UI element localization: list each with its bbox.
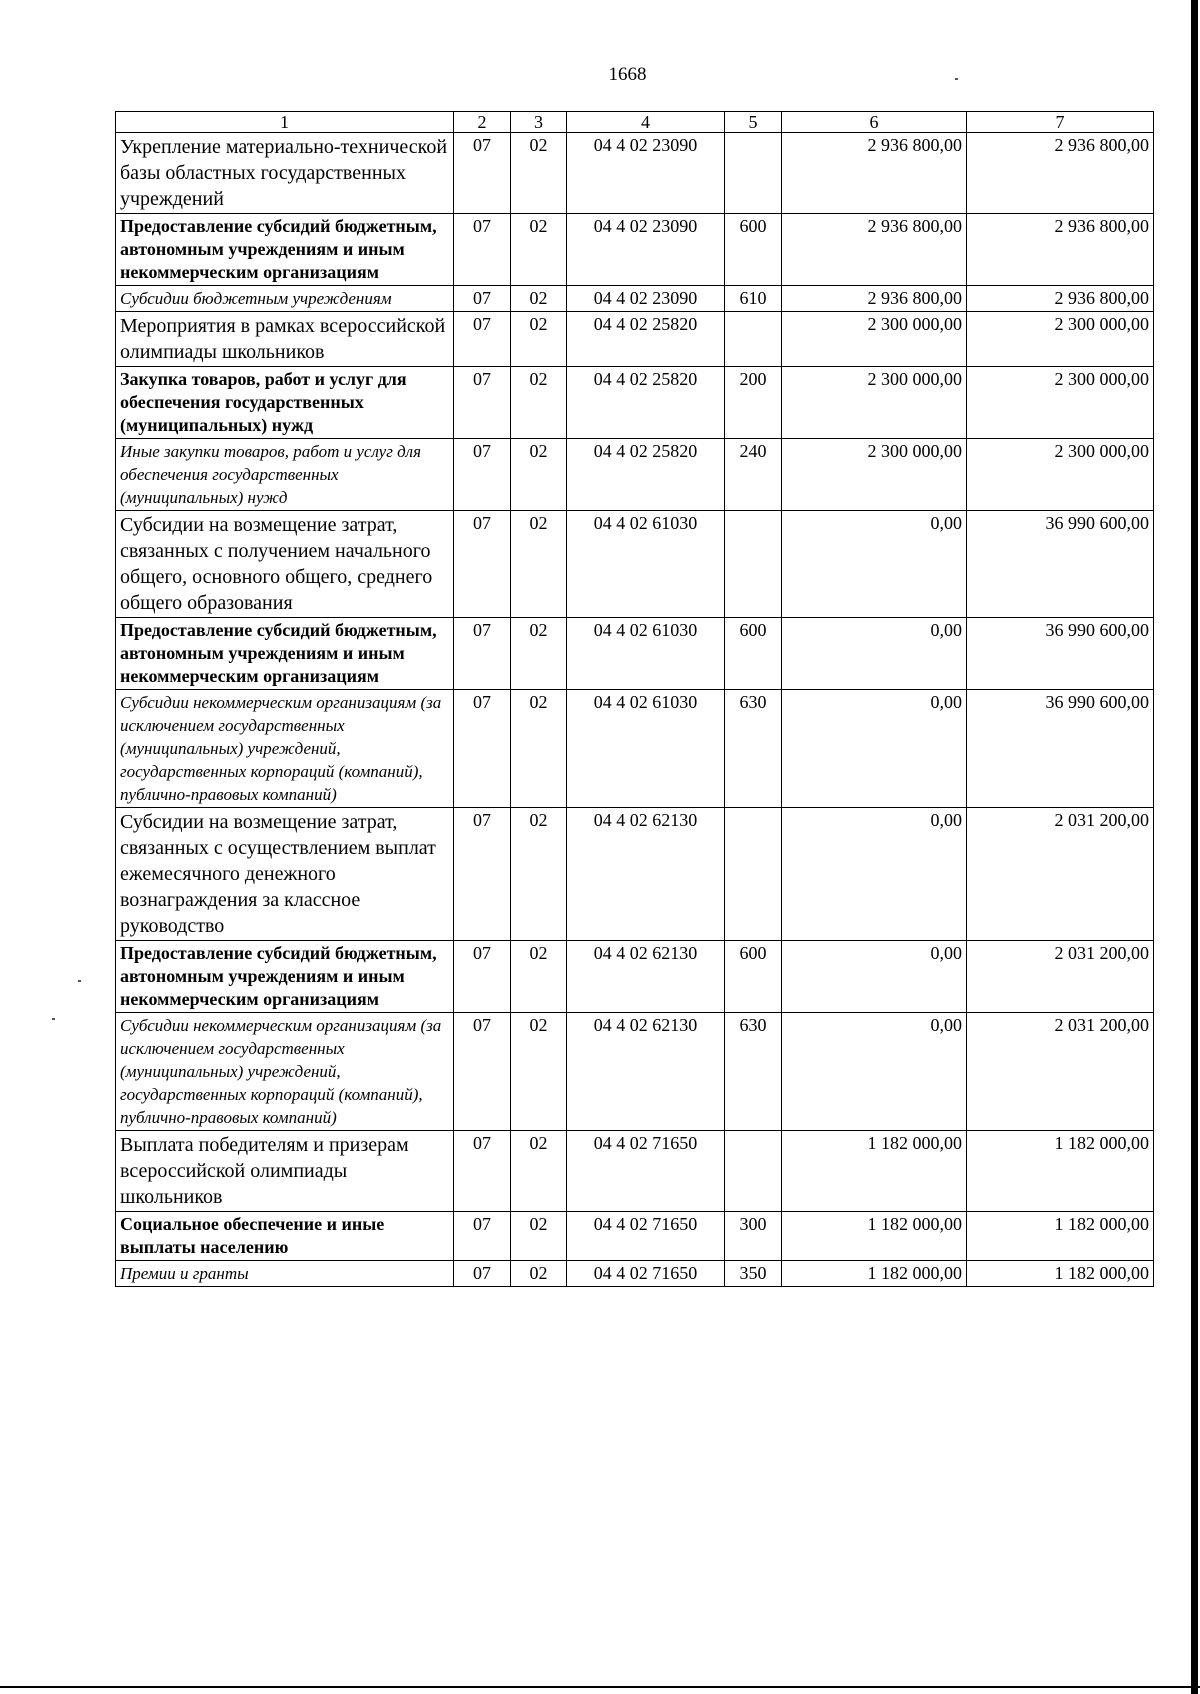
section-code-cell: 07 — [454, 941, 511, 1013]
subsection-code-cell: 02 — [511, 511, 567, 618]
expense-type-cell: 610 — [725, 286, 782, 312]
subsection-code-cell: 02 — [511, 1212, 567, 1261]
row-name-cell: Субсидии на возмещение затрат, связанных с осуществлением выплат ежемесячного денежного вознаграждения за классное руководство — [116, 808, 454, 941]
row-name-cell: Субсидии некоммерческим организациям (за исключением государственных (муниципальных) учреждений, государственных корпораций (компаний), публично-правовых компаний) — [116, 690, 454, 808]
column-header: 4 — [567, 112, 725, 133]
row-name-cell: Субсидии на возмещение затрат, связанных с получением начального общего, основного общего, среднего общего образования — [116, 511, 454, 618]
subsection-code-cell: 02 — [511, 1131, 567, 1212]
table-row — [116, 1013, 1154, 1131]
subsection-code-cell: 02 — [511, 439, 567, 511]
column-header: 2 — [454, 112, 511, 133]
scan-edge-right — [1191, 0, 1198, 1694]
amount-col6-cell: 1 182 000,00 — [782, 1212, 967, 1261]
subsection-code-cell: 02 — [511, 286, 567, 312]
section-code-cell: 07 — [454, 1131, 511, 1212]
target-article-cell: 04 4 02 25820 — [567, 367, 725, 439]
amount-col6-cell: 2 300 000,00 — [782, 439, 967, 511]
row-name-cell: Выплата победителям и призерам всероссийской олимпиады школьников — [116, 1131, 454, 1212]
row-name-cell: Укрепление материально-технической базы областных государственных учреждений — [116, 133, 454, 214]
amount-col7-cell: 2 936 800,00 — [967, 133, 1154, 214]
target-article-cell: 04 4 02 61030 — [567, 690, 725, 808]
expense-type-cell: 630 — [725, 690, 782, 808]
row-name-cell: Мероприятия в рамках всероссийской олимпиады школьников — [116, 312, 454, 367]
subsection-code-cell: 02 — [511, 618, 567, 690]
target-article-cell: 04 4 02 71650 — [567, 1131, 725, 1212]
table-row — [116, 690, 1154, 808]
amount-col6-cell: 1 182 000,00 — [782, 1261, 967, 1287]
amount-col7-cell: 2 300 000,00 — [967, 312, 1154, 367]
amount-col7-cell: 2 300 000,00 — [967, 367, 1154, 439]
table-row — [116, 133, 1154, 214]
section-code-cell: 07 — [454, 618, 511, 690]
scan-speck — [52, 1018, 55, 1020]
amount-col7-cell: 2 031 200,00 — [967, 941, 1154, 1013]
subsection-code-cell: 02 — [511, 214, 567, 286]
amount-col6-cell: 0,00 — [782, 690, 967, 808]
row-name-cell: Субсидии некоммерческим организациям (за исключением государственных (муниципальных) учреждений, государственных корпораций (компаний), публично-правовых компаний) — [116, 1013, 454, 1131]
expense-type-cell: 300 — [725, 1212, 782, 1261]
expense-type-cell: 600 — [725, 618, 782, 690]
section-code-cell: 07 — [454, 312, 511, 367]
section-code-cell: 07 — [454, 367, 511, 439]
amount-col7-cell: 2 300 000,00 — [967, 439, 1154, 511]
scan-speck — [955, 78, 958, 80]
amount-col7-cell: 2 031 200,00 — [967, 808, 1154, 941]
target-article-cell: 04 4 02 25820 — [567, 312, 725, 367]
table-row — [116, 1212, 1154, 1261]
amount-col7-cell: 1 182 000,00 — [967, 1212, 1154, 1261]
table-row — [116, 1131, 1154, 1212]
amount-col7-cell: 2 936 800,00 — [967, 214, 1154, 286]
amount-col7-cell: 2 031 200,00 — [967, 1013, 1154, 1131]
table-row — [116, 439, 1154, 511]
expense-type-cell: 600 — [725, 214, 782, 286]
amount-col7-cell: 2 936 800,00 — [967, 286, 1154, 312]
target-article-cell: 04 4 02 62130 — [567, 1013, 725, 1131]
target-article-cell: 04 4 02 23090 — [567, 286, 725, 312]
target-article-cell: 04 4 02 62130 — [567, 941, 725, 1013]
subsection-code-cell: 02 — [511, 312, 567, 367]
expense-type-cell — [725, 1131, 782, 1212]
target-article-cell: 04 4 02 23090 — [567, 214, 725, 286]
expense-type-cell — [725, 808, 782, 941]
expense-type-cell — [725, 133, 782, 214]
scan-speck — [78, 980, 81, 982]
expense-type-cell: 630 — [725, 1013, 782, 1131]
amount-col6-cell: 0,00 — [782, 808, 967, 941]
amount-col6-cell: 2 300 000,00 — [782, 367, 967, 439]
subsection-code-cell: 02 — [511, 367, 567, 439]
budget-table — [115, 111, 1154, 1287]
amount-col7-cell: 1 182 000,00 — [967, 1261, 1154, 1287]
section-code-cell: 07 — [454, 690, 511, 808]
section-code-cell: 07 — [454, 808, 511, 941]
section-code-cell: 07 — [454, 286, 511, 312]
table-row — [116, 511, 1154, 618]
table-row — [116, 286, 1154, 312]
expense-type-cell: 600 — [725, 941, 782, 1013]
table-row — [116, 312, 1154, 367]
target-article-cell: 04 4 02 62130 — [567, 808, 725, 941]
amount-col6-cell: 0,00 — [782, 618, 967, 690]
expense-type-cell: 240 — [725, 439, 782, 511]
table-row — [116, 1261, 1154, 1287]
column-header: 3 — [511, 112, 567, 133]
amount-col6-cell: 0,00 — [782, 1013, 967, 1131]
target-article-cell: 04 4 02 61030 — [567, 618, 725, 690]
subsection-code-cell: 02 — [511, 690, 567, 808]
table-header-row — [116, 112, 1154, 133]
table-row — [116, 367, 1154, 439]
column-header: 5 — [725, 112, 782, 133]
scan-edge-bottom — [0, 1686, 1200, 1688]
row-name-cell: Премии и гранты — [116, 1261, 454, 1287]
amount-col7-cell: 36 990 600,00 — [967, 511, 1154, 618]
section-code-cell: 07 — [454, 511, 511, 618]
amount-col6-cell: 2 936 800,00 — [782, 133, 967, 214]
subsection-code-cell: 02 — [511, 1261, 567, 1287]
amount-col6-cell: 1 182 000,00 — [782, 1131, 967, 1212]
amount-col6-cell: 2 300 000,00 — [782, 312, 967, 367]
amount-col7-cell: 1 182 000,00 — [967, 1131, 1154, 1212]
row-name-cell: Закупка товаров, работ и услуг для обеспечения государственных (муниципальных) нужд — [116, 367, 454, 439]
amount-col6-cell: 2 936 800,00 — [782, 286, 967, 312]
section-code-cell: 07 — [454, 439, 511, 511]
amount-col7-cell: 36 990 600,00 — [967, 690, 1154, 808]
amount-col6-cell: 0,00 — [782, 941, 967, 1013]
section-code-cell: 07 — [454, 1013, 511, 1131]
row-name-cell: Иные закупки товаров, работ и услуг для обеспечения государственных (муниципальных) нужд — [116, 439, 454, 511]
row-name-cell: Предоставление субсидий бюджетным, автономным учреждениям и иным некоммерческим организациям — [116, 941, 454, 1013]
subsection-code-cell: 02 — [511, 1013, 567, 1131]
section-code-cell: 07 — [454, 1212, 511, 1261]
table-row — [116, 618, 1154, 690]
page-number: 1668 — [608, 64, 647, 85]
row-name-cell: Предоставление субсидий бюджетным, автономным учреждениям и иным некоммерческим организациям — [116, 214, 454, 286]
expense-type-cell: 350 — [725, 1261, 782, 1287]
section-code-cell: 07 — [454, 214, 511, 286]
subsection-code-cell: 02 — [511, 941, 567, 1013]
target-article-cell: 04 4 02 25820 — [567, 439, 725, 511]
amount-col6-cell: 2 936 800,00 — [782, 214, 967, 286]
column-header: 1 — [116, 112, 454, 133]
target-article-cell: 04 4 02 61030 — [567, 511, 725, 618]
section-code-cell: 07 — [454, 1261, 511, 1287]
table-row — [116, 941, 1154, 1013]
target-article-cell: 04 4 02 71650 — [567, 1261, 725, 1287]
section-code-cell: 07 — [454, 133, 511, 214]
row-name-cell: Субсидии бюджетным учреждениям — [116, 286, 454, 312]
target-article-cell: 04 4 02 71650 — [567, 1212, 725, 1261]
amount-col7-cell: 36 990 600,00 — [967, 618, 1154, 690]
expense-type-cell: 200 — [725, 367, 782, 439]
table-row — [116, 808, 1154, 941]
expense-type-cell — [725, 312, 782, 367]
subsection-code-cell: 02 — [511, 808, 567, 941]
row-name-cell: Социальное обеспечение и иные выплаты населению — [116, 1212, 454, 1261]
subsection-code-cell: 02 — [511, 133, 567, 214]
table-row — [116, 214, 1154, 286]
table-body — [116, 112, 1154, 1287]
amount-col6-cell: 0,00 — [782, 511, 967, 618]
row-name-cell: Предоставление субсидий бюджетным, автономным учреждениям и иным некоммерческим организациям — [116, 618, 454, 690]
expense-type-cell — [725, 511, 782, 618]
column-header: 7 — [967, 112, 1154, 133]
column-header: 6 — [782, 112, 967, 133]
target-article-cell: 04 4 02 23090 — [567, 133, 725, 214]
